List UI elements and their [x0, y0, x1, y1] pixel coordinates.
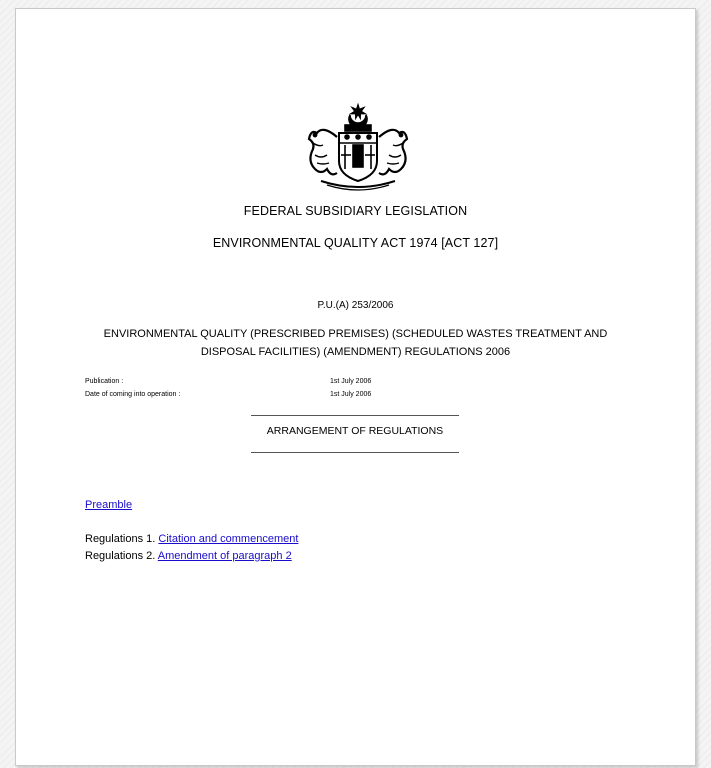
- citation-link[interactable]: Citation and commencement: [158, 533, 299, 545]
- document-page: [15, 8, 696, 766]
- regulation-prefix: Regulations 1.: [85, 533, 156, 545]
- regulation-item: [85, 550, 292, 562]
- reference-number: P.U.(A) 253/2006: [317, 300, 394, 311]
- amendment-link[interactable]: Amendment of paragraph 2: [157, 550, 292, 562]
- regulation-item: [85, 533, 298, 545]
- regulation-title-line2: DISPOSAL FACILITIES) (AMENDMENT) REGULATIONS 2006: [200, 346, 511, 358]
- coat-of-arms-icon: [301, 103, 415, 193]
- publication-label: Publication :: [85, 378, 124, 385]
- act-title: ENVIRONMENTAL QUALITY ACT 1974 [ACT 127]: [212, 236, 499, 250]
- divider-bottom: [251, 452, 459, 453]
- regulation-prefix: Regulations 2.: [85, 550, 156, 562]
- publication-date: 1st July 2006: [330, 378, 372, 385]
- operation-date: 1st July 2006: [330, 391, 372, 398]
- regulation-title-line1: ENVIRONMENTAL QUALITY (PRESCRIBED PREMISES) (SCHEDULED WASTES TREATMENT AND: [103, 328, 608, 340]
- arrangement-heading: ARRANGEMENT OF REGULATIONS: [266, 425, 444, 437]
- header-title: FEDERAL SUBSIDIARY LEGISLATION: [243, 204, 468, 218]
- divider-top: [251, 415, 459, 416]
- operation-date-label: Date of coming into operation :: [85, 391, 181, 398]
- preamble-link[interactable]: Preamble: [85, 499, 133, 511]
